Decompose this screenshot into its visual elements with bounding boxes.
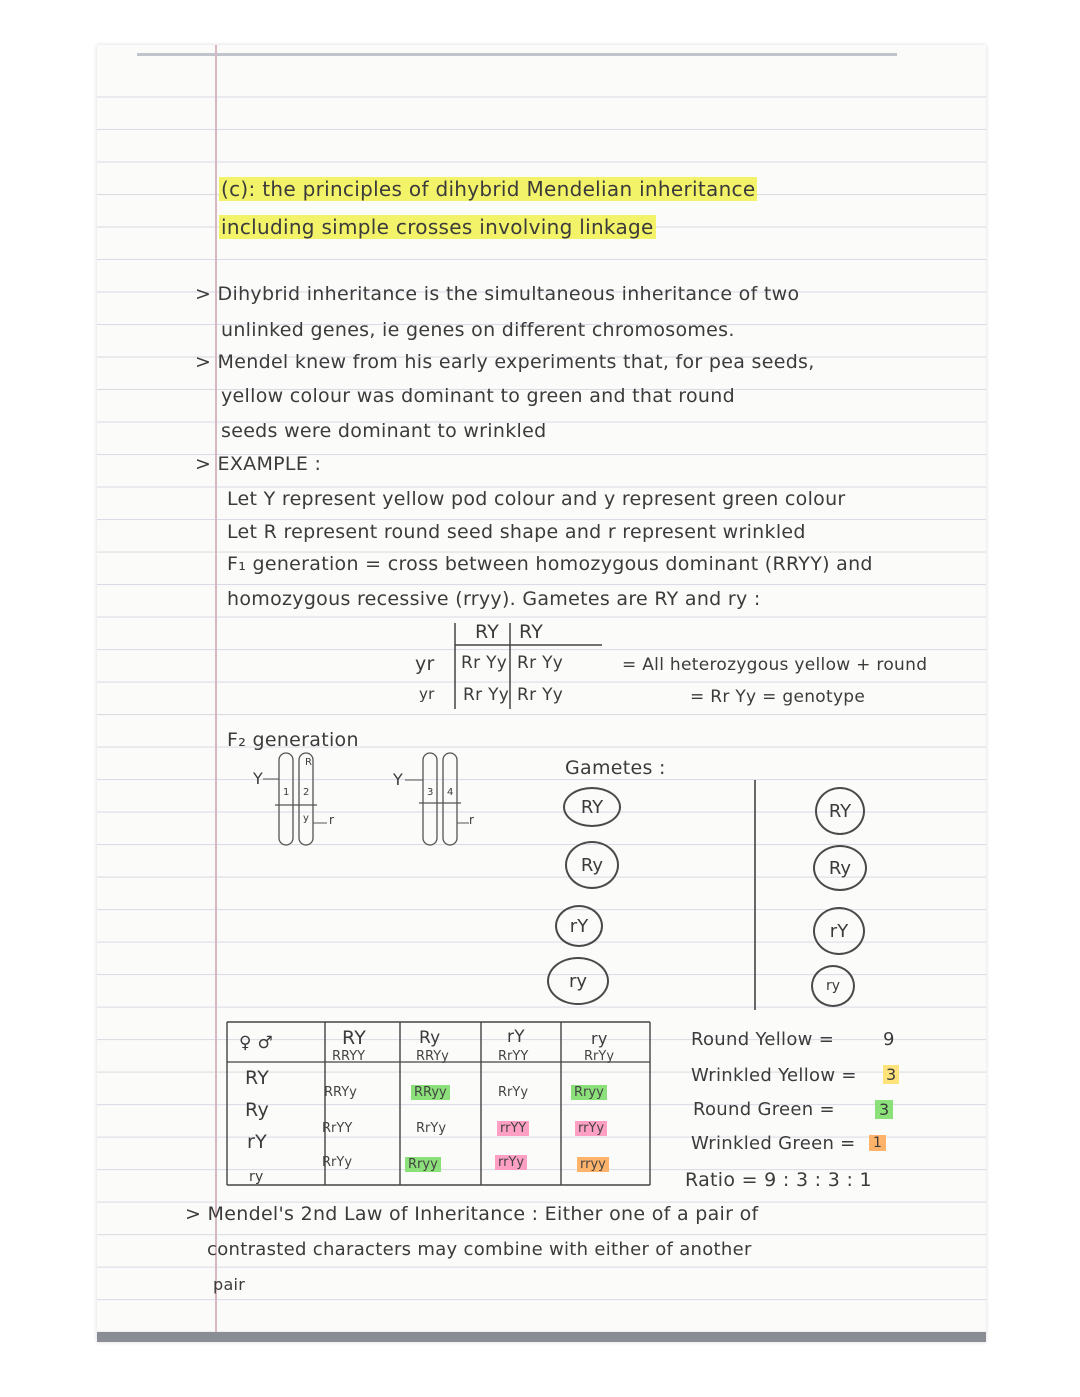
bullet-1-line-2: unlinked genes, ie genes on different chromosomes. [221,319,735,341]
punnett-cell-1-3: RrYY [498,1049,529,1064]
bullet-2-line-1: > Mendel knew from his early experiments that, for pea seeds, [195,351,815,373]
punnett-cell-3-4: rrYy [575,1121,607,1136]
example-line-4: homozygous recessive (rryy). Gametes are RY and ry : [227,588,761,610]
bullet-1-line-1: > Dihybrid inheritance is the simultaneous inheritance of two [195,283,800,305]
punnett-row-3: rY [247,1131,268,1153]
f1-cell-12: Rr Yy [517,653,564,673]
f1-row-1: yr [415,653,435,675]
punnett-row-2: Ry [245,1099,270,1121]
punnett-cell-1-4: RrYy [584,1049,615,1064]
ratio-round-green-label: Round Green = [693,1099,835,1120]
example-line-2: Let R represent round seed shape and r represent wrinkled [227,521,806,543]
chrom-left-R: R [305,757,313,768]
punnett-cell-4-1: RrYy [322,1155,353,1170]
bullet-2-line-3: seeds were dominant to wrinkled [221,420,547,442]
chrom-left-2: 2 [303,787,310,798]
chrom-right-4: 4 [447,787,454,798]
punnett-cell-4-2: Rryy [405,1157,441,1172]
punnett-cell-3-1: RrYY [322,1121,353,1136]
punnett-cell-4-4: rryy [577,1157,609,1172]
gamete-right-2: Ry [813,845,867,891]
punnett-cell-4-3: rrYy [495,1155,527,1170]
chrom-right-3: 3 [427,787,434,798]
law-line-2: contrasted characters may combine with either of another [207,1239,752,1260]
ratio-round-green-value: 3 [875,1100,893,1119]
punnett-cell-2-4: Rryy [571,1085,607,1100]
gamete-right-1: RY [815,787,865,835]
f1-col-1: RY [475,621,500,643]
chrom-right-r: r [469,813,475,827]
punnett-col-4: ry [591,1029,608,1048]
gamete-left-2: Ry [565,841,619,889]
punnett-cell-2-2: RRyy [411,1085,450,1100]
chrom-right-Y: Y [393,770,404,789]
example-heading: > EXAMPLE : [195,453,322,475]
title-line-1: (c): the principles of dihybrid Mendelian inheritance [221,177,756,201]
f1-note-1: = All heterozygous yellow + round [622,655,928,675]
f1-col-2: RY [519,621,544,643]
f1-row-2: yr [419,685,435,703]
gamete-left-3: rY [555,905,603,947]
example-line-3: F₁ generation = cross between homozygous dominant (RRYY) and [227,553,873,575]
punnett-col-3: rY [507,1027,525,1047]
chrom-left-1: 1 [283,787,290,798]
example-line-1: Let Y represent yellow pod colour and y represent green colour [227,488,846,510]
punnett-cell-3-3: rrYY [497,1121,529,1136]
ratio-summary: Ratio = 9 : 3 : 3 : 1 [685,1169,872,1191]
title-line-2: including simple crosses involving linkage [221,215,654,239]
punnett-col-2: Ry [419,1028,441,1048]
f2-label: F₂ generation [227,729,359,751]
notebook-page [97,45,986,1342]
law-line-1: > Mendel's 2nd Law of Inheritance : Either one of a pair of [185,1203,759,1225]
punnett-corner: ♀ ♂ [239,1033,273,1053]
law-line-3: pair [213,1275,246,1294]
gamete-right-3: rY [813,907,865,955]
chrom-left-y: y [303,813,310,824]
chrom-left-Y: Y [253,769,264,788]
gametes-label: Gametes : [565,757,666,779]
punnett-col-1: RY [342,1027,367,1049]
punnett-cell-3-2: RrYy [416,1121,447,1136]
gamete-left-4: ry [547,957,609,1005]
chrom-left-r: r [329,813,335,827]
ratio-wrinkled-yellow-value: 3 [883,1065,899,1084]
ratio-wrinkled-green-value: 1 [869,1135,886,1151]
f1-cell-11: Rr Yy [461,653,508,673]
gamete-right-4: ry [811,965,855,1007]
punnett-cell-2-3: RrYy [498,1085,529,1100]
bullet-2-line-2: yellow colour was dominant to green and that round [221,385,735,407]
punnett-row-4: ry [249,1169,264,1185]
gamete-left-1: RY [563,787,621,827]
ratio-round-yellow-value: 9 [883,1029,895,1050]
f1-cell-21: Rr Yy [463,685,510,705]
punnett-cell-1-2: RRYy [416,1049,449,1064]
punnett-cell-1-1: RRYY [332,1049,366,1064]
f1-cell-22: Rr Yy [517,685,564,705]
ratio-round-yellow-label: Round Yellow = [691,1029,835,1050]
punnett-cell-2-1: RRYy [324,1085,357,1100]
ratio-wrinkled-yellow-label: Wrinkled Yellow = [691,1065,857,1086]
f1-note-2: = Rr Yy = genotype [690,687,866,707]
punnett-row-1: RY [245,1067,270,1089]
ratio-wrinkled-green-label: Wrinkled Green = [691,1133,856,1154]
